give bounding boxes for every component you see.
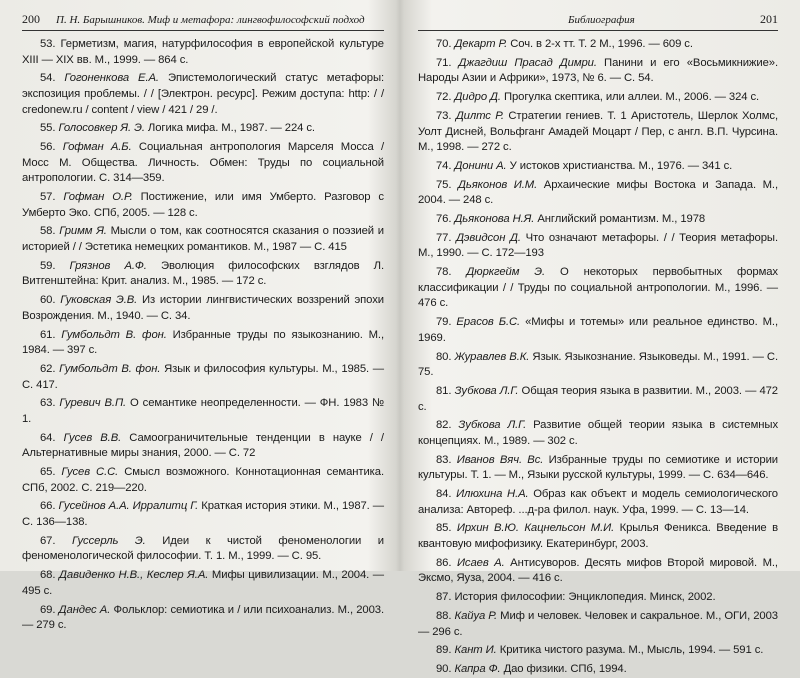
- bibliography-entry: [22, 465, 384, 496]
- entry-number: 74.: [436, 159, 452, 172]
- entry-number: 88.: [436, 609, 452, 622]
- entry-text: Прогулка скептика, или аллеи. М., 2006. — 324 с.: [503, 91, 760, 104]
- entry-text: Самоограничительные тенденции в науке / / Альтернативные миры знания, 2000. — С. 72: [22, 431, 384, 460]
- entry-number: 66.: [40, 500, 56, 513]
- bibliography-entry: [418, 384, 778, 415]
- entry-author: Дьяконов И.М.: [458, 178, 538, 191]
- entry-text: Постижение, или имя Умберто. Разговор с Умберто Эко. СПб, 2005. — 128 с.: [22, 191, 384, 219]
- entry-text: Критика чистого разума. М., Мысль, 1994. — 591 с.: [499, 644, 764, 657]
- entry-text: Смысл возможного. Коннотационная семантика. СПб, 2002. С. 219—220.: [22, 466, 384, 494]
- page-number: 201: [760, 12, 778, 26]
- bibliography-entry: [418, 265, 778, 312]
- entry-author: Гумбольдт В. фон.: [59, 362, 161, 375]
- entry-text: Дао физики. СПб, 1994.: [503, 663, 627, 676]
- bibliography-entry: [22, 499, 384, 530]
- entry-text: Избранные труды по языкознанию. М., 1984. — 397 с.: [22, 328, 384, 357]
- entry-text: Панини и его «Восьмикнижие». Народы Азии и Африки», 1973, № 6. — С. 54.: [418, 56, 778, 85]
- entry-number: 63.: [40, 397, 56, 410]
- entry-text: У истоков христианства. М., 1976. — 341 с.: [509, 159, 733, 172]
- bibliography-entry: [418, 109, 778, 156]
- bibliography-entry: [22, 259, 384, 290]
- bibliography-list: [22, 37, 384, 634]
- entry-author: Гуссерль Э.: [71, 534, 146, 547]
- entry-number: 76.: [436, 213, 452, 226]
- entry-author: Грязнов А.Ф.: [69, 259, 147, 272]
- entry-text: Миф и человек. Человек и сакральное. М., ОГИ, 2003 — 296 с.: [418, 609, 778, 638]
- entry-number: 79.: [436, 316, 452, 329]
- entry-text: 53. Герметизм, магия, натурфилософия в европейской культуре XIII — XIX вв. М., 1999. — 864 с.: [22, 38, 384, 66]
- entry-author: Гофман О.Р.: [63, 191, 133, 204]
- entry-number: 75.: [436, 178, 452, 191]
- entry-text: Образ как объект и модель семиологического анализа: Автореф. ...д-ра филол. наук. Уфа, 1999. — С. 13—14.: [418, 488, 778, 516]
- left-page: [0, 0, 398, 632]
- entry-author: Гуковская Э.В.: [60, 294, 138, 307]
- entry-text: Краткая история этики. М., 1987. — С. 136—138.: [22, 500, 384, 529]
- bibliography-entry: [418, 453, 778, 484]
- entry-number: 69.: [40, 603, 56, 616]
- entry-number: 89.: [436, 644, 452, 657]
- entry-author: Гусев В.В.: [63, 431, 122, 444]
- bibliography-entry: [418, 521, 778, 552]
- entry-number: 70.: [436, 38, 452, 50]
- bibliography-entry: [22, 37, 384, 68]
- entry-text: Антисуворов. Десять мифов Второй мировой. М., Эксмо, Яуза, 2004. — 416 с.: [418, 556, 778, 585]
- bibliography-entry: [418, 350, 778, 381]
- entry-author: Кайуа Р.: [454, 609, 498, 622]
- bibliography-entry: [22, 293, 384, 324]
- entry-author: Зубкова Л.Г.: [454, 384, 519, 397]
- entry-number: 87.: [436, 591, 452, 604]
- entry-text: О некоторых первобытных формах классификации / / Труды по социальной антропологии. М., 1996. — 476 с.: [418, 266, 778, 310]
- right-page: [402, 0, 800, 676]
- entry-author: Гусейнов А.А. Ирралитц Г.: [58, 500, 199, 513]
- bibliography-entry: [418, 609, 778, 640]
- entry-text: Мысли о том, как соотносятся сказания о поэзией и историей / / Эстетика немецких романтиков. М., 1987 — С. 415: [22, 225, 384, 254]
- entry-number: 81.: [436, 384, 452, 397]
- entry-text: Эволюция философских взглядов Л. Витгенштейна: Крит. анализ. М., 1985. — 172 с.: [22, 259, 384, 288]
- bibliography-entry: [22, 140, 384, 187]
- entry-author: Дюркгейм Э.: [466, 266, 546, 279]
- bibliography-entry: [418, 37, 778, 53]
- entry-author: Зубкова Л.Г.: [458, 419, 527, 432]
- bibliography-entry: [22, 431, 384, 462]
- entry-author: Донини А.: [454, 159, 507, 172]
- entry-author: Исаев А.: [456, 556, 505, 569]
- entry-author: Илюхина Н.А.: [456, 488, 529, 501]
- bibliography-entry: [418, 643, 778, 659]
- entry-number: 64.: [40, 431, 56, 444]
- entry-text: Из истории лингвистических воззрений эпохи Возрождения. М., 1940. — С. 34.: [22, 294, 384, 322]
- bibliography-entry: [418, 315, 778, 346]
- entry-number: 56.: [40, 141, 56, 154]
- entry-number: 84.: [436, 488, 452, 501]
- bibliography-entry: [418, 90, 778, 106]
- entry-number: 58.: [40, 225, 56, 238]
- entry-number: 78.: [436, 266, 452, 279]
- entry-number: 83.: [436, 453, 452, 466]
- bibliography-entry: [22, 224, 384, 255]
- bibliography-entry: [22, 603, 384, 634]
- entry-author: Дандес А.: [58, 603, 111, 616]
- entry-number: 67.: [40, 534, 56, 547]
- bibliography-entry: [418, 662, 778, 678]
- entry-number: 61.: [40, 328, 56, 341]
- entry-text: Эпистемологический статус метафоры: экспозиция проблемы. / / [Электрон. ресурс]. Режим доступа: http: / / credonew.ru / content / view / 421 / 29 /.: [22, 72, 385, 116]
- running-head: П. Н. Барышников. Миф и метафора: лингвофилософский подход: [56, 14, 365, 26]
- bibliography-entry: [22, 396, 384, 427]
- bibliography-entry: [22, 328, 384, 359]
- entry-text: О семантике неопределенности. — ФН. 1983 № 1.: [22, 397, 385, 425]
- entry-number: 71.: [436, 56, 452, 69]
- page-number: 200: [22, 12, 40, 26]
- entry-text: Язык и философия культуры. М., 1985. — С. 417.: [22, 362, 385, 391]
- bibliography-entry: [22, 71, 384, 118]
- bibliography-entry: [418, 418, 778, 449]
- entry-author: Дидро Д.: [454, 91, 501, 104]
- entry-text: Крылья Феникса. Введение в квантовую мифофизику. Екатеринбург, 2003.: [418, 522, 778, 551]
- entry-number: 80.: [436, 350, 452, 363]
- bibliography-entry: [22, 534, 384, 565]
- entry-author: Гуревич В.П.: [59, 397, 127, 410]
- entry-author: Дьяконова Н.Я.: [454, 213, 535, 226]
- entry-author: Ерасов Б.С.: [456, 316, 521, 329]
- entry-text: Избранные труды по семиотике и истории культуры. Т. 1. — М., Языки русской культуры, 1999. — С. 634—646.: [418, 453, 779, 482]
- entry-author: Давиденко Н.В., Кеслер Я.А.: [59, 569, 209, 582]
- entry-text: Социальная антропология Марселя Мосса / Мосс М. Общества. Личность. Обмен: Труды по социальной антропологии. С. 314—359.: [22, 141, 384, 185]
- entry-author: Капра Ф.: [454, 663, 501, 676]
- entry-text: Мифы цивилизации. М., 2004. — 495 с.: [22, 569, 384, 597]
- bibliography-entry: [22, 190, 384, 221]
- entry-number: 62.: [40, 362, 56, 375]
- entry-text: Что означают метафоры. / / Теория метафоры. М., 1990. — С. 172—193: [418, 231, 778, 260]
- entry-number: 86.: [436, 556, 452, 569]
- bibliography-list: [418, 37, 778, 678]
- entry-number: 90.: [436, 663, 452, 676]
- entry-text: Английский романтизм. М., 1978: [537, 213, 706, 226]
- bibliography-entry: [418, 212, 778, 228]
- right-page-header: [418, 12, 778, 31]
- entry-author: Гримм Я.: [59, 225, 107, 238]
- entry-text: Идеи к чистой феноменологии и феноменологической философии. Т. 1. М., 1999. — С. 95.: [22, 534, 384, 563]
- entry-author: Дэвидсон Д.: [456, 231, 521, 244]
- bibliography-entry: [22, 121, 384, 137]
- entry-author: Иванов Вяч. Вс.: [456, 453, 544, 466]
- bibliography-entry: [22, 362, 384, 393]
- entry-author: Дилтс Р.: [455, 109, 504, 122]
- bibliography-entry: [418, 231, 778, 262]
- entry-number: 77.: [436, 231, 452, 244]
- bibliography-entry: [418, 556, 778, 587]
- entry-text: Общая теория языка в развитии. М., 2003. — 472 с.: [418, 384, 778, 413]
- entry-number: 68.: [40, 569, 56, 582]
- bibliography-entry: [418, 159, 778, 175]
- entry-number: 59.: [40, 259, 56, 272]
- entry-author: Гусев С.С.: [61, 466, 119, 479]
- entry-author: Декарт Р.: [454, 38, 508, 50]
- entry-text: Архаические мифы Востока и Запада. М., 2004. — 248 с.: [418, 178, 778, 207]
- entry-number: 55.: [40, 122, 56, 135]
- entry-number: 73.: [436, 109, 452, 122]
- entry-author: Ирхин В.Ю. Кацнельсон М.И.: [456, 522, 615, 535]
- entry-number: 57.: [40, 191, 56, 204]
- bibliography-entry: [418, 178, 778, 209]
- entry-text: Язык. Языкознание. Языковеды. М., 1991. — С. 75.: [418, 350, 779, 379]
- entry-text: Логика мифа. М., 1987. — 224 с.: [147, 122, 315, 135]
- bibliography-entry: [418, 590, 778, 606]
- bibliography-entry: [418, 487, 778, 518]
- entry-text: Фольклор: семиотика и / или психоанализ. М., 2003. — 279 с.: [22, 603, 385, 632]
- entry-author: Джагдиш Прасад Димри.: [458, 56, 597, 69]
- entry-text: Развитие общей теории языка в системных концепциях. М., 1989. — 302 с.: [418, 419, 778, 447]
- entry-number: 85.: [436, 522, 452, 535]
- entry-number: 65.: [40, 466, 56, 479]
- entry-author: Голосовкер Я. Э.: [58, 122, 145, 135]
- entry-text: История философии: Энциклопедия. Минск, 2002.: [454, 591, 716, 604]
- entry-author: Гумбольдт В. фон.: [61, 328, 167, 341]
- left-page-header: [22, 12, 384, 31]
- entry-text: Стратегии гениев. Т. 1 Аристотель, Шерлок Холмс, Уолт Дисней, Вольфганг Амадей Моцарт / Пер, с англ. В.П. Чурсина. М., 1998. — 272 с.: [418, 109, 778, 154]
- entry-number: 60.: [40, 294, 56, 307]
- entry-author: Гогоненкова Е.А.: [64, 72, 159, 85]
- bibliography-entry: [22, 568, 384, 599]
- running-head: Библиография: [568, 14, 635, 26]
- entry-number: 82.: [436, 419, 452, 432]
- entry-author: Журавлев В.К.: [454, 350, 530, 363]
- bibliography-entry: [418, 56, 778, 87]
- entry-text: Соч. в 2-х тт. Т. 2 М., 1996. — 609 с.: [510, 38, 693, 50]
- entry-author: Кант И.: [454, 644, 497, 657]
- entry-author: Гофман А.Б.: [62, 141, 132, 154]
- entry-text: «Мифы и тотемы» или реальное единство. М., 1969.: [418, 316, 778, 344]
- entry-number: 54.: [40, 72, 56, 85]
- entry-number: 72.: [436, 91, 452, 104]
